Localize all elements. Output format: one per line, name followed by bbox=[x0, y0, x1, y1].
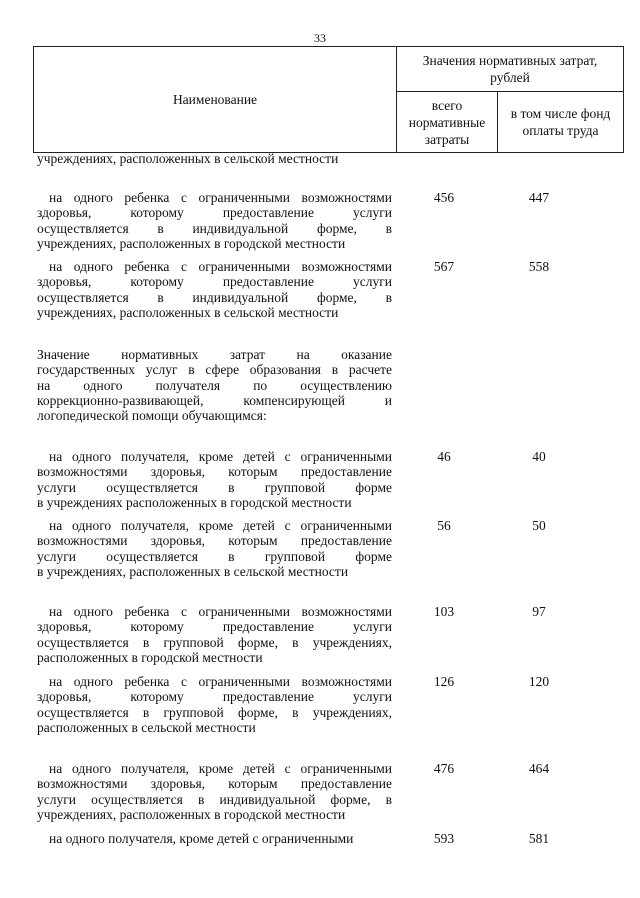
text-line: на одного получателя, кроме детей с ограниченными bbox=[49, 831, 354, 846]
value-total: 56 bbox=[437, 518, 451, 533]
text-line: в учреждениях расположенных в городской местности bbox=[37, 494, 352, 510]
value-total: 103 bbox=[433, 604, 455, 619]
text-block bbox=[37, 518, 392, 579]
text-line: услуги осуществляется в групповой форме bbox=[37, 479, 392, 495]
value-total: 126 bbox=[433, 674, 455, 689]
text-line: на одного ребенка с ограниченными возможностями bbox=[49, 190, 392, 205]
text-line: возможностями здоровья, которым предоставление bbox=[37, 533, 392, 549]
text-line: учреждениях, расположенных в городской местности bbox=[37, 806, 346, 822]
value-total: 46 bbox=[437, 449, 451, 464]
text-line: осуществляется в групповой форме, в учреждениях, bbox=[37, 634, 392, 650]
text-block bbox=[37, 190, 392, 251]
text-block bbox=[37, 347, 392, 423]
value-wage: 558 bbox=[528, 259, 550, 274]
text-block bbox=[37, 151, 392, 166]
value-wage: 581 bbox=[528, 831, 550, 846]
text-line: на одного получателя по осуществлению bbox=[37, 377, 392, 393]
value-total: 567 bbox=[433, 259, 455, 274]
value-wage: 50 bbox=[532, 518, 546, 533]
text-block bbox=[37, 761, 392, 822]
text-line: учреждениях, расположенных в сельской местности bbox=[37, 304, 339, 320]
text-line: на одного ребенка с ограниченными возможностями bbox=[49, 259, 392, 274]
table-header bbox=[33, 46, 624, 153]
value-wage: 97 bbox=[532, 604, 546, 619]
header-values-group: Значения нормативных затрат, рублей bbox=[397, 47, 624, 92]
value-total: 456 bbox=[433, 190, 455, 205]
header-total: всего нормативные затраты bbox=[397, 92, 498, 153]
text-line: услуги осуществляется в индивидуальной форме, в bbox=[37, 791, 392, 807]
header-wage: в том числе фонд оплаты труда bbox=[498, 92, 624, 153]
text-line: в учреждениях, расположенных в сельской местности bbox=[37, 563, 349, 579]
text-line: государственных услуг в сфере образования в расчете bbox=[37, 362, 392, 378]
value-wage: 40 bbox=[532, 449, 546, 464]
text-line: учреждениях, расположенных в городской местности bbox=[37, 235, 346, 251]
text-block bbox=[37, 604, 392, 665]
text-line: осуществляется в индивидуальной форме, в bbox=[37, 220, 392, 236]
value-total: 476 bbox=[433, 761, 455, 776]
value-wage: 120 bbox=[528, 674, 550, 689]
header-name: Наименование bbox=[34, 47, 397, 153]
text-line: логопедической помощи обучающимся: bbox=[37, 408, 267, 424]
value-total: 593 bbox=[433, 831, 455, 846]
text-line: возможностями здоровья, которым предоставление bbox=[37, 776, 392, 792]
text-line: услуги осуществляется в групповой форме bbox=[37, 548, 392, 564]
text-line: расположенных в городской местности bbox=[37, 649, 263, 665]
text-block bbox=[37, 449, 392, 510]
text-line: здоровья, которому предоставление услуги bbox=[37, 205, 392, 221]
text-line: Значение нормативных затрат на оказание bbox=[37, 347, 392, 362]
text-line: на одного ребенка с ограниченными возможностями bbox=[49, 604, 392, 619]
text-line: осуществляется в групповой форме, в учреждениях, bbox=[37, 704, 392, 720]
text-line: коррекционно-развивающей, компенсирующей и bbox=[37, 392, 392, 408]
text-line: осуществляется в индивидуальной форме, в bbox=[37, 289, 392, 305]
text-block bbox=[37, 259, 392, 320]
text-line: здоровья, которому предоставление услуги bbox=[37, 689, 392, 705]
page-number: 33 bbox=[314, 31, 326, 45]
text-block bbox=[37, 674, 392, 735]
text-line: учреждениях, расположенных в сельской местности bbox=[37, 151, 339, 166]
text-line: здоровья, которому предоставление услуги bbox=[37, 274, 392, 290]
text-line: расположенных в сельской местности bbox=[37, 719, 256, 735]
value-wage: 447 bbox=[528, 190, 550, 205]
text-line: на одного получателя, кроме детей с ограниченными bbox=[49, 761, 392, 776]
text-line: на одного получателя, кроме детей с ограниченными bbox=[49, 449, 392, 464]
text-line: возможностями здоровья, которым предоставление bbox=[37, 464, 392, 480]
text-block bbox=[37, 831, 392, 846]
text-line: на одного получателя, кроме детей с ограниченными bbox=[49, 518, 392, 533]
value-wage: 464 bbox=[528, 761, 550, 776]
text-line: на одного ребенка с ограниченными возможностями bbox=[49, 674, 392, 689]
text-line: здоровья, которому предоставление услуги bbox=[37, 619, 392, 635]
